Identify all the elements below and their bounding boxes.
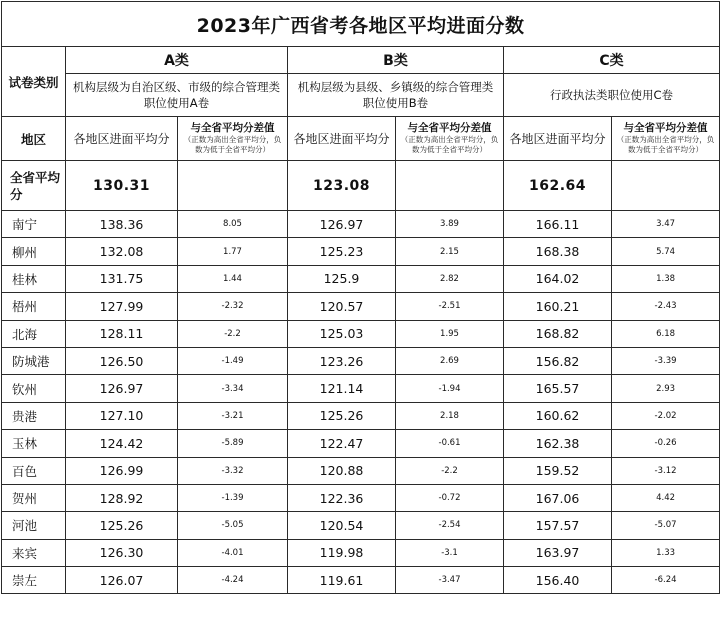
c-diff-cell: 4.42 [612, 484, 720, 511]
category-c-desc: 行政执法类职位使用C卷 [504, 74, 720, 117]
b-average-cell: 126.97 [288, 211, 396, 238]
b-diff-cell: 2.15 [396, 238, 504, 265]
c-average-cell: 157.57 [504, 512, 612, 539]
b-diff-cell: -3.47 [396, 567, 504, 594]
a-diff-cell: -3.32 [178, 457, 288, 484]
b-diff-cell: -2.2 [396, 457, 504, 484]
region-name-cell: 贺州 [2, 484, 66, 511]
a-diff-cell: 1.44 [178, 265, 288, 292]
a-diff-cell: -5.89 [178, 430, 288, 457]
a-average-cell: 125.26 [66, 512, 178, 539]
a-average-cell: 126.50 [66, 347, 178, 374]
b-diff-cell: -1.94 [396, 375, 504, 402]
b-average-cell: 122.36 [288, 484, 396, 511]
exam-category-label: 试卷类别 [2, 47, 66, 117]
c-diff-cell: -5.07 [612, 512, 720, 539]
b-diff-cell: 2.18 [396, 402, 504, 429]
a-average-cell: 128.11 [66, 320, 178, 347]
b-diff-cell: 2.82 [396, 265, 504, 292]
b-diff-cell: 3.89 [396, 211, 504, 238]
b-average-cell: 122.47 [288, 430, 396, 457]
c-avg-header: 各地区进面平均分 [504, 117, 612, 161]
b-diff-cell: -2.51 [396, 293, 504, 320]
a-diff-cell: -1.49 [178, 347, 288, 374]
a-diff-cell: -3.21 [178, 402, 288, 429]
c-diff-cell: 3.47 [612, 211, 720, 238]
b-average-cell: 123.26 [288, 347, 396, 374]
table-row [2, 484, 720, 511]
a-average-cell: 126.99 [66, 457, 178, 484]
c-average-cell: 160.62 [504, 402, 612, 429]
b-average-cell: 120.57 [288, 293, 396, 320]
table-row [2, 211, 720, 238]
table-row [2, 512, 720, 539]
c-diff-cell: -6.24 [612, 567, 720, 594]
region-name-cell: 崇左 [2, 567, 66, 594]
c-diff-cell: -2.43 [612, 293, 720, 320]
region-name-cell: 梧州 [2, 293, 66, 320]
a-diff-cell: -2.32 [178, 293, 288, 320]
c-average-cell: 164.02 [504, 265, 612, 292]
a-diff-cell: -5.05 [178, 512, 288, 539]
c-diff-cell: 1.33 [612, 539, 720, 566]
a-average-cell: 126.30 [66, 539, 178, 566]
score-table [1, 1, 720, 594]
c-diff-cell: -3.39 [612, 347, 720, 374]
category-a-name: A类 [66, 47, 288, 74]
table-row [2, 457, 720, 484]
b-avg-header: 各地区进面平均分 [288, 117, 396, 161]
c-average-cell: 162.38 [504, 430, 612, 457]
c-diff-cell: -3.12 [612, 457, 720, 484]
a-diff-cell: -4.01 [178, 539, 288, 566]
table-row [2, 375, 720, 402]
c-diff-cell: -0.26 [612, 430, 720, 457]
b-diff-cell: -0.61 [396, 430, 504, 457]
c-average-cell: 168.82 [504, 320, 612, 347]
table-row [2, 539, 720, 566]
category-c-name: C类 [504, 47, 720, 74]
b-average-cell: 125.23 [288, 238, 396, 265]
a-diff-cell: -1.39 [178, 484, 288, 511]
province-average-b-diff [396, 161, 504, 211]
b-average-cell: 120.54 [288, 512, 396, 539]
a-average-cell: 124.42 [66, 430, 178, 457]
a-average-cell: 128.92 [66, 484, 178, 511]
a-diff-header [178, 117, 288, 161]
a-diff-cell: 8.05 [178, 211, 288, 238]
c-diff-cell: 2.93 [612, 375, 720, 402]
region-header: 地区 [2, 117, 66, 161]
province-average-a: 130.31 [66, 161, 178, 211]
region-name-cell: 南宁 [2, 211, 66, 238]
b-diff-cell: 1.95 [396, 320, 504, 347]
region-name-cell: 百色 [2, 457, 66, 484]
region-name-cell: 来宾 [2, 539, 66, 566]
region-name-cell: 钦州 [2, 375, 66, 402]
c-average-cell: 156.40 [504, 567, 612, 594]
b-diff-cell: -2.54 [396, 512, 504, 539]
score-table-sheet [1, 1, 719, 623]
a-average-cell: 138.36 [66, 211, 178, 238]
category-b-desc: 机构层级为县级、乡镇级的综合管理类职位使用B卷 [288, 74, 504, 117]
region-name-cell: 柳州 [2, 238, 66, 265]
a-average-cell: 127.10 [66, 402, 178, 429]
table-row [2, 320, 720, 347]
a-diff-cell: 1.77 [178, 238, 288, 265]
b-diff-title: 与全省平均分差值 [407, 122, 492, 134]
region-name-cell: 玉林 [2, 430, 66, 457]
c-average-cell: 167.06 [504, 484, 612, 511]
c-diff-cell: 5.74 [612, 238, 720, 265]
province-average-label: 全省平均分 [2, 161, 66, 211]
table-row [2, 347, 720, 374]
b-average-cell: 120.88 [288, 457, 396, 484]
c-average-cell: 159.52 [504, 457, 612, 484]
a-avg-header: 各地区进面平均分 [66, 117, 178, 161]
c-diff-cell: -2.02 [612, 402, 720, 429]
a-average-cell: 126.97 [66, 375, 178, 402]
province-average-c-diff [612, 161, 720, 211]
b-diff-note: （正数为高出全省平均分，负数为低于全省平均分） [400, 135, 499, 154]
a-diff-title: 与全省平均分差值 [190, 122, 275, 134]
table-row [2, 238, 720, 265]
c-average-cell: 160.21 [504, 293, 612, 320]
table-title: 2023年广西省考各地区平均进面分数 [2, 2, 720, 47]
table-row [2, 293, 720, 320]
b-average-cell: 125.9 [288, 265, 396, 292]
c-average-cell: 166.11 [504, 211, 612, 238]
region-name-cell: 贵港 [2, 402, 66, 429]
province-average-c: 162.64 [504, 161, 612, 211]
c-average-cell: 168.38 [504, 238, 612, 265]
table-row [2, 430, 720, 457]
b-average-cell: 125.03 [288, 320, 396, 347]
category-a-desc: 机构层级为自治区级、市级的综合管理类职位使用A卷 [66, 74, 288, 117]
region-name-cell: 河池 [2, 512, 66, 539]
a-diff-cell: -3.34 [178, 375, 288, 402]
region-name-cell: 北海 [2, 320, 66, 347]
table-row [2, 402, 720, 429]
a-average-cell: 132.08 [66, 238, 178, 265]
a-diff-note: （正数为高出全省平均分，负数为低于全省平均分） [183, 135, 282, 154]
b-diff-header [396, 117, 504, 161]
c-diff-cell: 1.38 [612, 265, 720, 292]
c-diff-header [612, 117, 720, 161]
a-diff-cell: -2.2 [178, 320, 288, 347]
a-average-cell: 126.07 [66, 567, 178, 594]
region-name-cell: 防城港 [2, 347, 66, 374]
a-average-cell: 127.99 [66, 293, 178, 320]
c-average-cell: 165.57 [504, 375, 612, 402]
c-average-cell: 163.97 [504, 539, 612, 566]
table-row [2, 567, 720, 594]
a-average-cell: 131.75 [66, 265, 178, 292]
region-name-cell: 桂林 [2, 265, 66, 292]
b-average-cell: 119.61 [288, 567, 396, 594]
b-average-cell: 119.98 [288, 539, 396, 566]
c-diff-note: （正数为高出全省平均分，负数为低于全省平均分） [616, 135, 715, 154]
category-b-name: B类 [288, 47, 504, 74]
a-diff-cell: -4.24 [178, 567, 288, 594]
b-diff-cell: -3.1 [396, 539, 504, 566]
province-average-a-diff [178, 161, 288, 211]
b-diff-cell: 2.69 [396, 347, 504, 374]
province-average-b: 123.08 [288, 161, 396, 211]
c-diff-title: 与全省平均分差值 [623, 122, 708, 134]
b-average-cell: 125.26 [288, 402, 396, 429]
table-row [2, 265, 720, 292]
c-diff-cell: 6.18 [612, 320, 720, 347]
c-average-cell: 156.82 [504, 347, 612, 374]
b-average-cell: 121.14 [288, 375, 396, 402]
b-diff-cell: -0.72 [396, 484, 504, 511]
